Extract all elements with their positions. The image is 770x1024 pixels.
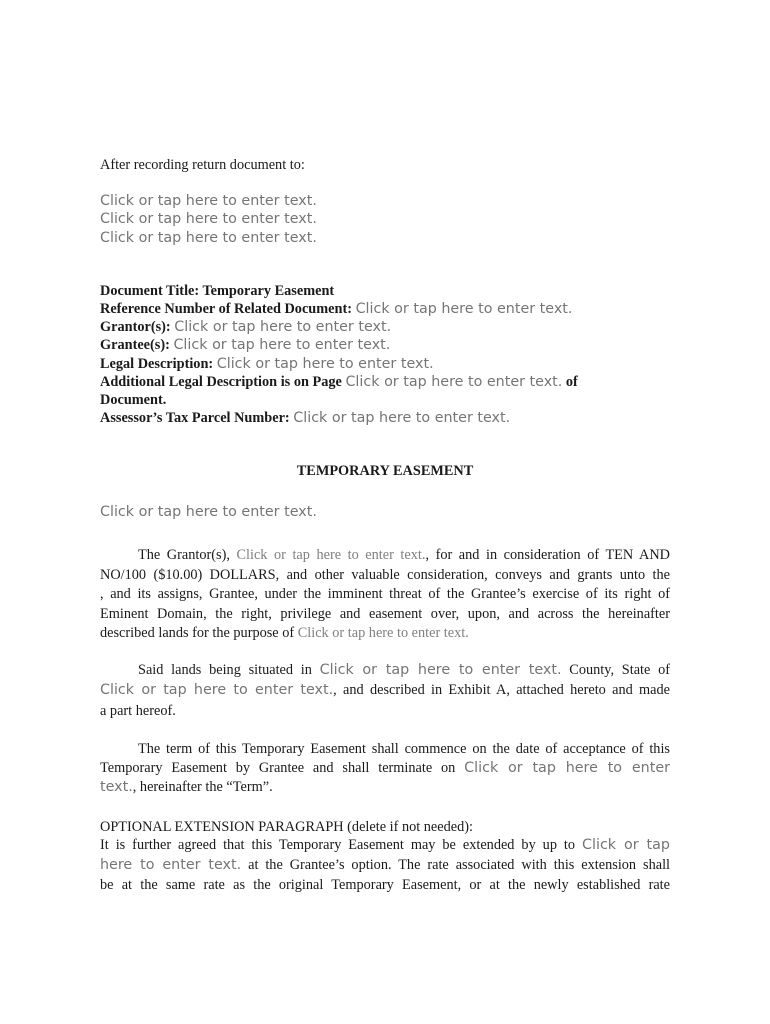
optional-text-a: It is further agreed that this Temporary Easement may be extended by up to — [100, 837, 576, 853]
reference-number-field[interactable]: Click or tap here to enter text. — [355, 301, 573, 317]
extension-field[interactable]: Click or tap — [582, 837, 671, 853]
reference-number-label: Reference Number of Related Document: — [100, 301, 352, 317]
para3-text-a: Temporary Easement by Grantee and shall terminate on — [100, 760, 456, 776]
parcel-number-field[interactable]: Click or tap here to enter text. — [293, 410, 511, 426]
optional-text-b: at the Grantee’s option. The rate associated with this extension shall — [248, 857, 671, 873]
document-title: Document Title: Temporary Easement — [100, 283, 335, 299]
para1-text-b: , for and in consideration of TEN AND — [425, 547, 670, 563]
grantee-field[interactable]: Click or tap here to enter text. — [173, 337, 391, 353]
optional-extension-heading: OPTIONAL EXTENSION PARAGRAPH (delete if not needed): — [100, 819, 473, 835]
additional-legal-suffix: of — [565, 374, 578, 390]
legal-description-row — [100, 355, 434, 374]
additional-legal-line2: Document. — [100, 392, 167, 408]
para3-line-3 — [100, 778, 273, 797]
para1-text-a: The Grantor(s), — [138, 547, 230, 563]
para2-text-a: Said lands being situated in — [138, 662, 312, 678]
purpose-field[interactable]: Click or tap here to enter text. — [297, 625, 469, 641]
additional-legal-label: Additional Legal Description is on Page — [100, 374, 342, 390]
grantee-row — [100, 336, 390, 355]
legal-description-field[interactable]: Click or tap here to enter text. — [216, 356, 434, 372]
grantee-label: Grantee(s): — [100, 337, 170, 353]
para1-purpose-text: described lands for the purpose of — [100, 625, 295, 641]
optional-line-2 — [100, 856, 670, 875]
easement-subtitle-field[interactable]: Click or tap here to enter text. — [100, 504, 317, 520]
para2-text-b: County, State of — [569, 662, 671, 678]
grantor-row — [100, 318, 391, 337]
para2-line-1 — [100, 661, 670, 680]
additional-legal-row — [100, 373, 578, 392]
grantor-field[interactable]: Click or tap here to enter text. — [174, 319, 392, 335]
optional-line-1 — [100, 836, 670, 855]
return-address-line-1[interactable]: Click or tap here to enter text. — [100, 193, 317, 209]
para3-text-b: , hereinafter the “Term”. — [132, 779, 273, 795]
para1-line-1 — [100, 546, 670, 565]
additional-legal-page-field[interactable]: Click or tap here to enter text. — [345, 374, 563, 390]
termination-date-field[interactable]: Click or tap here to enter — [464, 760, 670, 776]
para1-line-3: , and its assigns, Grantee, under the imminent threat of the Grantee’s exercise of its right of — [100, 586, 670, 602]
state-field[interactable]: Click or tap here to enter text. — [100, 682, 334, 698]
para1-line-2: NO/100 ($10.00) DOLLARS, and other valuable consideration, conveys and grants unto the — [100, 567, 670, 583]
return-address-line-3[interactable]: Click or tap here to enter text. — [100, 230, 317, 246]
optional-line-3: be at the same rate as the original Temporary Easement, or at the newly established rate — [100, 877, 670, 893]
para2-line-2 — [100, 681, 670, 700]
termination-date-field-cont[interactable]: text. — [100, 779, 133, 795]
legal-description-label: Legal Description: — [100, 356, 214, 372]
para2-text-c: , and described in Exhibit A, attached hereto and made — [333, 682, 671, 698]
reference-number-row — [100, 300, 572, 319]
para3-line-1: The term of this Temporary Easement shall commence on the date of acceptance of this — [138, 741, 670, 757]
parcel-number-label: Assessor’s Tax Parcel Number: — [100, 410, 290, 426]
para1-line-4: Eminent Domain, the right, privilege and easement over, upon, and across the hereinafter — [100, 606, 670, 622]
para2-line-3: a part hereof. — [100, 703, 176, 719]
grantor-inline-field[interactable]: Click or tap here to enter text. — [236, 547, 426, 563]
para3-line-2 — [100, 759, 670, 778]
para1-line-5 — [100, 624, 469, 643]
return-address-line-2[interactable]: Click or tap here to enter text. — [100, 211, 317, 227]
county-field[interactable]: Click or tap here to enter text. — [319, 662, 562, 678]
extension-field-cont[interactable]: here to enter text. — [100, 857, 242, 873]
parcel-number-row — [100, 409, 510, 428]
return-address-label: After recording return document to: — [100, 157, 305, 173]
grantor-label: Grantor(s): — [100, 319, 171, 335]
easement-heading: TEMPORARY EASEMENT — [296, 463, 474, 479]
